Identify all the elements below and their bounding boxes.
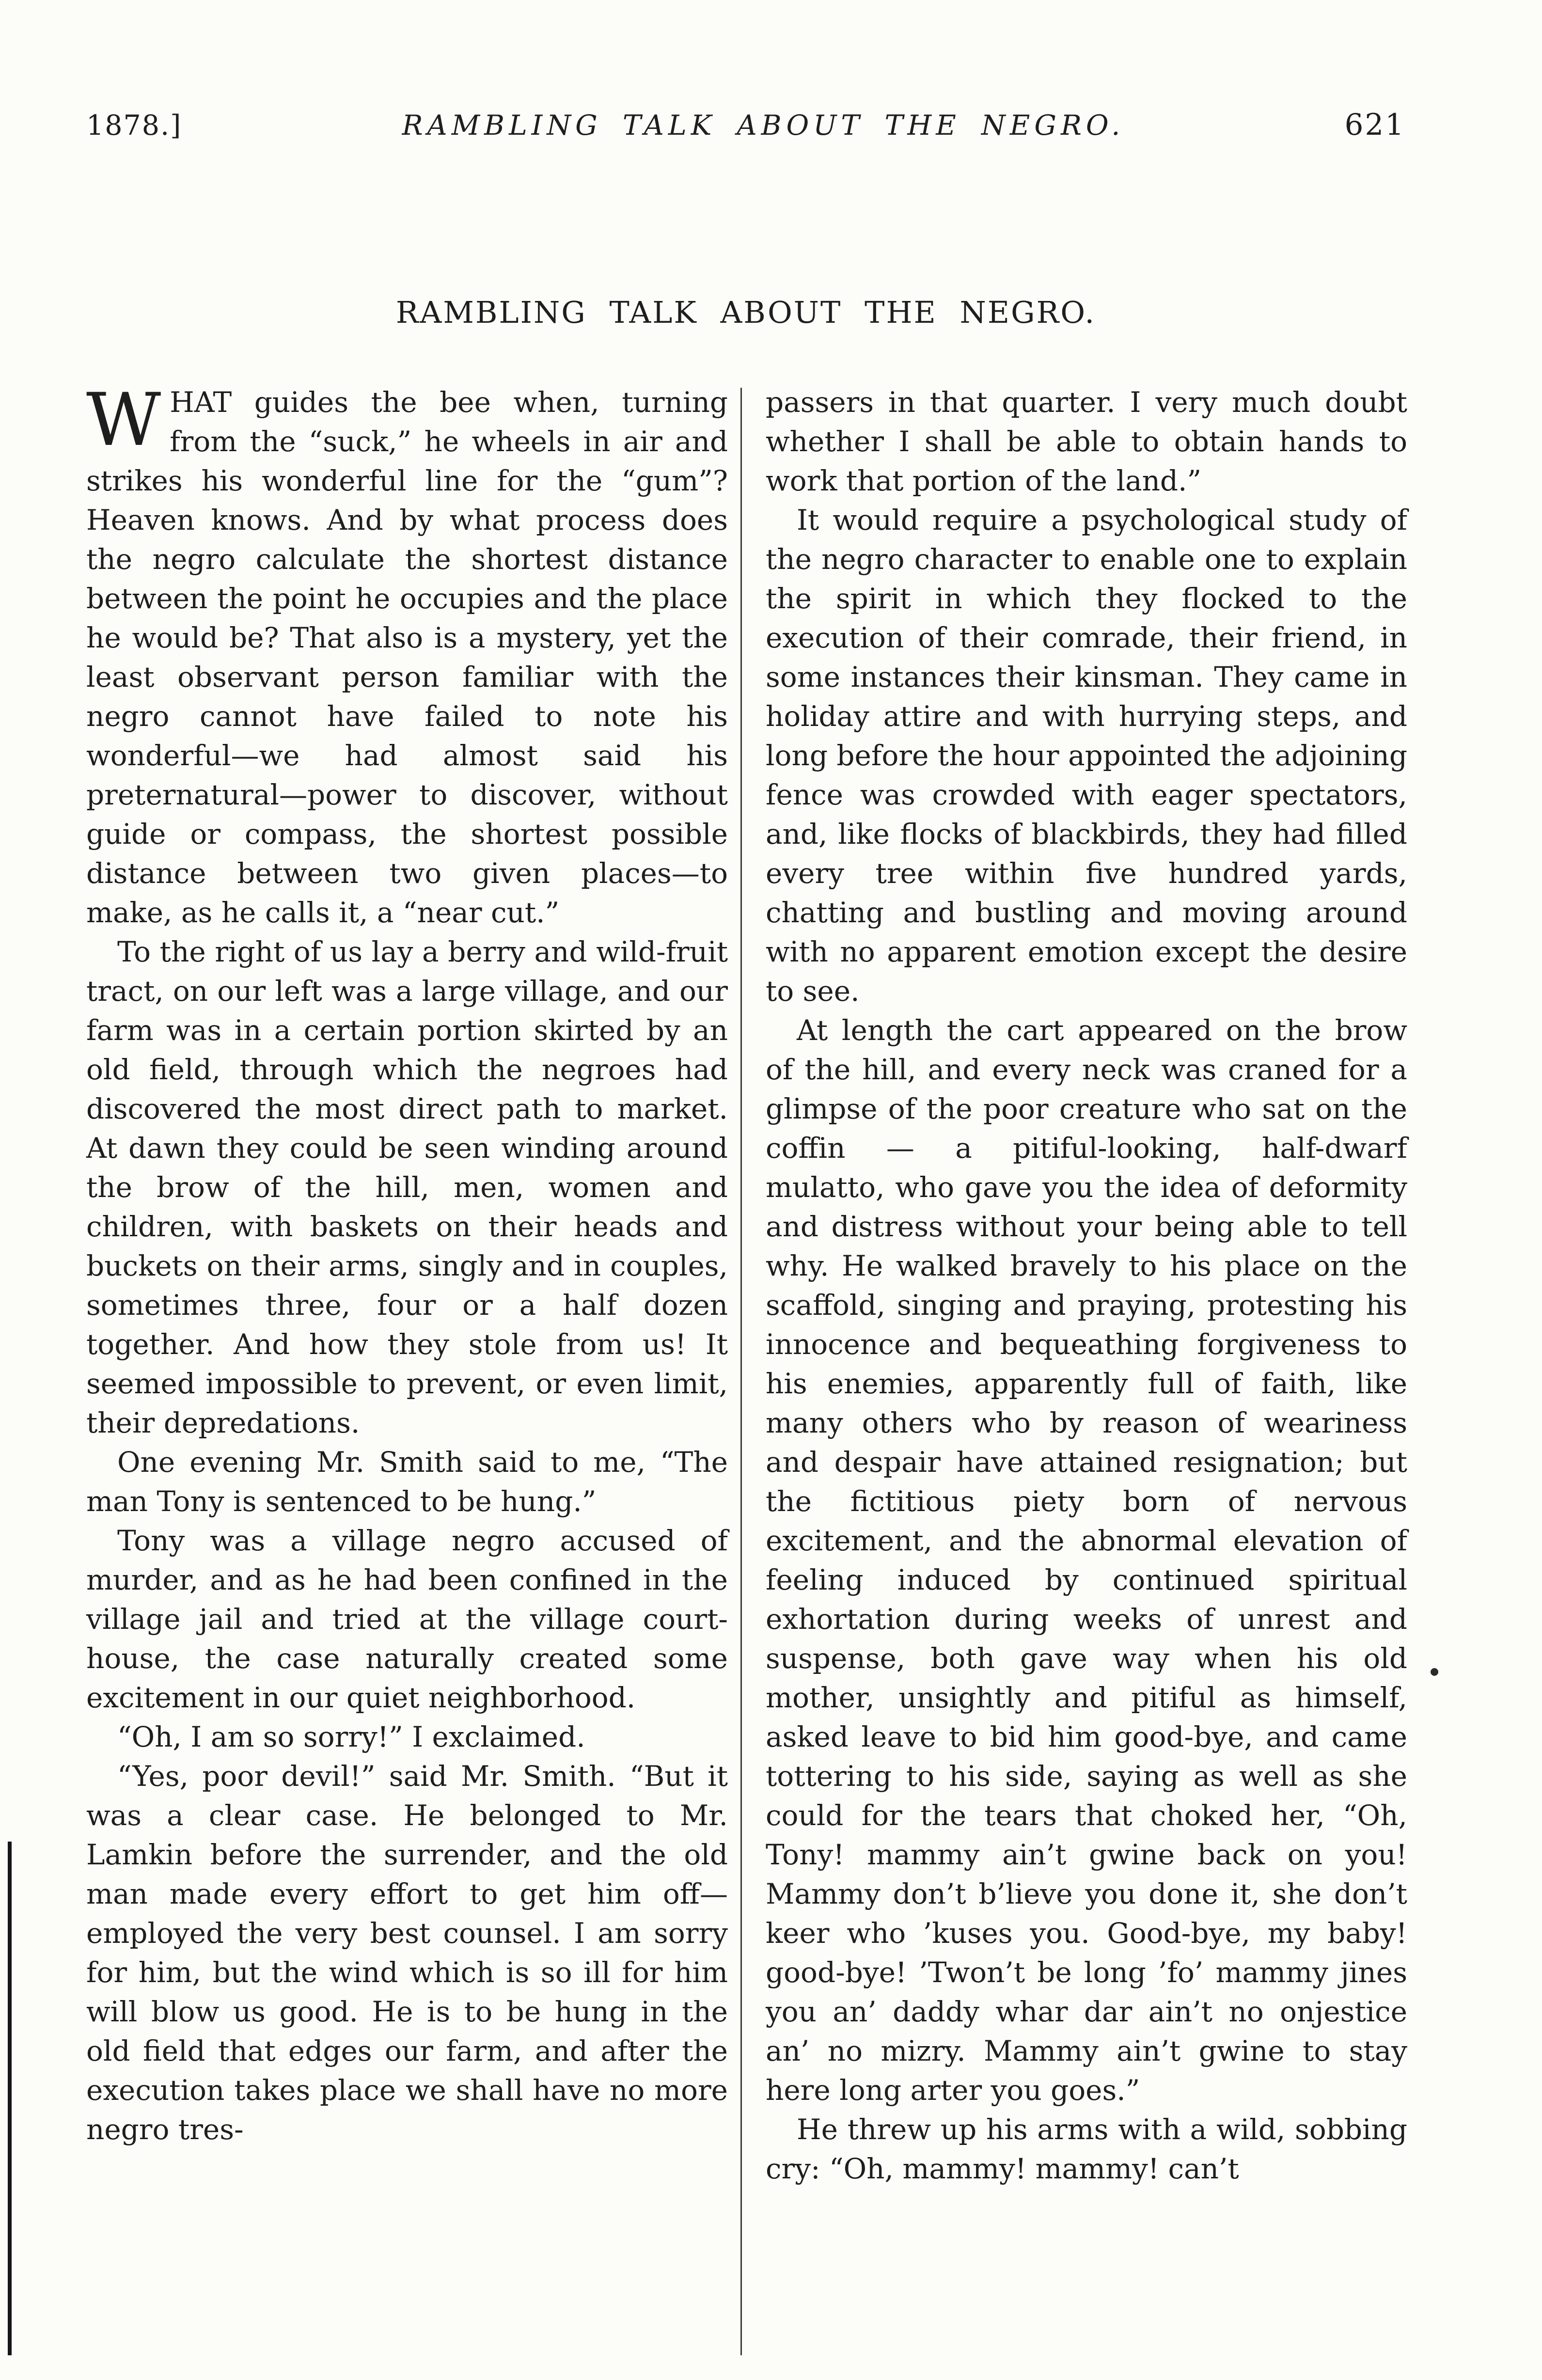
paragraph: “Oh, I am so sorry!” I exclaimed. [117, 1720, 585, 1753]
paragraph-text: HAT guides the bee when, turning from the “suck,” he wheels in air and strikes his wonderful line for the “gum”? Heaven knows. And by what process does the negro calculate the shortest distance between the point he occupies and the place he would be? That also is a mystery, yet the least observant person familiar with the negro cannot have failed to note his wonderful—we had almost said his preternatural—power to discover, without guide or compass, the shortest possible distance between two given places—to make, as he calls it, a “near cut.” [86, 386, 728, 929]
column-divider-rule [740, 388, 742, 2355]
paragraph: passers in that quarter. I very much doubt whether I shall be able to obtain hands to work that portion of the land.” [766, 386, 1407, 497]
paragraph: Tony was a village negro accused of murder, and as he had been confined in the village jail and tried at the village court-house, the case naturally created some excitement in our quiet neighborhood. [86, 1524, 728, 1714]
paragraph: “Yes, poor devil!” said Mr. Smith. “But it was a clear case. He belonged to Mr. Lamkin before the surrender, and the old man made every effort to get him off—employed the very best counsel. I am sorry for him, but the wind which is so ill for him will blow us good. He is to be hung in the old field that edges our farm, and after the execution takes place we shall have no more negro tres- [86, 1760, 728, 2146]
page-header [86, 108, 1405, 142]
right-column [766, 383, 1407, 2189]
header-running-title: RAMBLING TALK ABOUT THE NEGRO. [402, 110, 1125, 142]
paragraph [86, 378, 728, 932]
drop-cap: W [86, 378, 161, 462]
left-column [86, 378, 728, 2189]
paragraph: He threw up his arms with a wild, sobbing cry: “Oh, mammy! mammy! can’t [766, 2113, 1407, 2185]
paragraph: One evening Mr. Smith said to me, “The man Tony is sentenced to be hung.” [86, 1446, 728, 1518]
header-page-number: 621 [1344, 108, 1405, 142]
header-year: 1878.] [86, 110, 182, 142]
paragraph: At length the cart appeared on the brow of the hill, and every neck was craned for a glimpse of the poor creature who sat on the coffin — a pitiful-looking, half-dwarf mulatto, who gave you the idea of deformity and distress without your being able to tell why. He walked bravely to his place on the scaffold, singing and praying, protesting his innocence and bequeathing forgiveness to his enemies, apparently full of faith, like many others who by reason of weariness and despair have attained resignation; but the fictitious piety born of nervous excitement, and the abnormal elevation of feeling induced by continued spiritual exhortation during weeks of unrest and suspense, both gave way when his old mother, unsightly and pitiful as himself, asked leave to bid him good-bye, and came tottering to his side, saying as well as she could for the tears that choked her, “Oh, Tony! mammy ain’t gwine back on you! Mammy don’t b’lieve you done it, she don’t keer who ’kuses you. Good-bye, my baby! good-bye! ’Twon’t be long ’fo’ mammy jines you an’ daddy whar dar ain’t no onjestice an’ no mizry. Mammy ain’t gwine to stay here long arter you goes.” [766, 1014, 1407, 2107]
scan-edge-artifact [8, 1842, 12, 2355]
article-title: RAMBLING TALK ABOUT THE NEGRO. [395, 295, 1096, 330]
paragraph: To the right of us lay a berry and wild-fruit tract, on our left was a large village, and our farm was in a certain portion skirted by an old field, through which the negroes had discovered the most direct path to market. At dawn they could be seen winding around the brow of the hill, men, women and children, with baskets on their heads and buckets on their arms, singly and in couples, sometimes three, four or a half dozen together. And how they stole from us! It seemed impossible to prevent, or even limit, their depredations. [86, 935, 728, 1439]
paragraph: It would require a psychological study of the negro character to enable one to explain the spirit in which they flocked to the execution of their comrade, their friend, in some instances their kinsman. They came in holiday attire and with hurrying steps, and long before the hour appointed the adjoining fence was crowded with eager spectators, and, like flocks of blackbirds, they had filled every tree within five hundred yards, chatting and bustling and moving around with no apparent emotion except the desire to see. [766, 504, 1407, 1008]
text-columns [86, 378, 1407, 2189]
ink-spot-artifact [1431, 1668, 1438, 1676]
